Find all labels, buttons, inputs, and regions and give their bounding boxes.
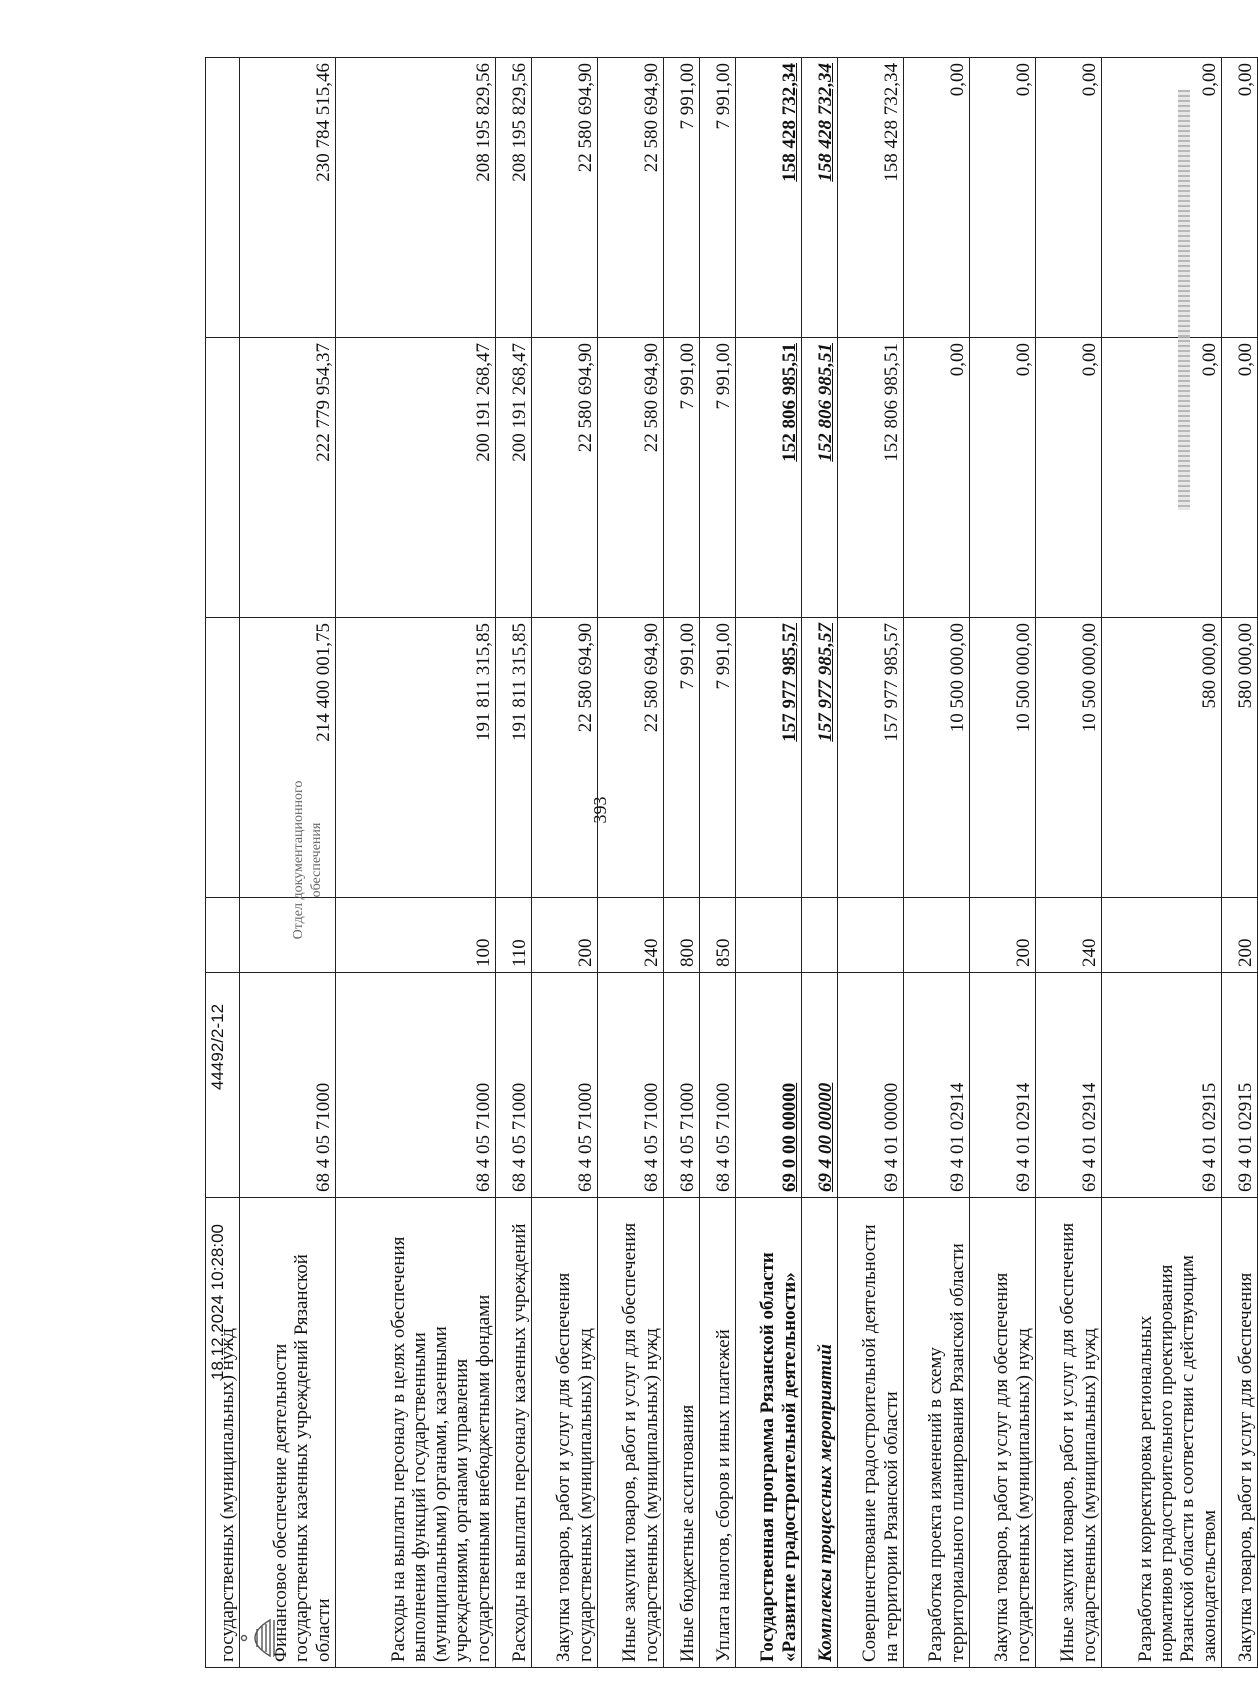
row-expense-type-cell: 200 (532, 898, 598, 973)
row-code-cell: 68 4 05 71000 (240, 973, 336, 1198)
row-value-2027-cell: 208 195 829,56 (496, 58, 532, 338)
row-value-2025-cell: 214 400 001,75 (240, 618, 336, 898)
row-name-cell: Совершенствование градостроительной деятельности на территории Рязанской области (838, 1198, 904, 1668)
footer-timestamp: 18.12.2024 10:28:00 (208, 1224, 227, 1380)
row-value-2027-cell: 158 428 732,34 (736, 58, 802, 338)
row-value-2025-cell: 7 991,00 (700, 618, 736, 898)
row-expense-type-cell: 800 (664, 898, 700, 973)
row-value-2027-cell: 0,00 (1036, 58, 1102, 338)
row-code-cell: 69 4 01 02915 (1222, 973, 1258, 1198)
row-name-cell: Иные закупки товаров, работ и услуг для обеспечения государственных (муниципальных) нужд (598, 1198, 664, 1668)
row-value-2027-cell: 230 784 515,46 (240, 58, 336, 338)
row-value-2026-cell: 152 806 985,51 (802, 338, 838, 618)
table-row (1036, 58, 1102, 1668)
row-expense-type-cell: 240 (1036, 898, 1102, 973)
row-code-cell: 68 4 05 71000 (598, 973, 664, 1198)
row-value-2027-cell: 0,00 (1222, 58, 1258, 338)
row-value-2027-cell: 7 991,00 (664, 58, 700, 338)
row-value-2025-cell: 157 977 985,57 (838, 618, 904, 898)
row-value-2026-cell: 222 779 954,37 (240, 338, 336, 618)
table-row (970, 58, 1036, 1668)
row-value-2027-cell: 22 580 694,90 (532, 58, 598, 338)
row-value-2027-cell: 0,00 (904, 58, 970, 338)
row-value-2027-cell: 22 580 694,90 (598, 58, 664, 338)
row-value-2025-cell: 191 811 315,85 (336, 618, 496, 898)
row-name-cell: Иные закупки товаров, работ и услуг для обеспечения государственных (муниципальных) нужд (1036, 1198, 1102, 1668)
row-expense-type-cell (802, 898, 838, 973)
row-value-2025-cell: 157 977 985,57 (736, 618, 802, 898)
footer-document-code: 44492/2-12 (208, 1003, 227, 1090)
row-value-2026-cell: 0,00 (1222, 338, 1258, 618)
table-row (736, 58, 802, 1668)
row-name-cell: Закупка товаров, работ и услуг для обеспечения государственных (муниципальных) нужд (532, 1198, 598, 1668)
row-value-2026-cell (206, 338, 240, 618)
table-row (838, 58, 904, 1668)
row-code-cell: 68 4 05 71000 (700, 973, 736, 1198)
table-row (1102, 58, 1222, 1668)
row-code-cell: 69 4 01 02914 (904, 973, 970, 1198)
row-expense-type-cell (904, 898, 970, 973)
row-value-2025-cell: 22 580 694,90 (532, 618, 598, 898)
row-value-2025-cell: 580 000,00 (1102, 618, 1222, 898)
row-value-2026-cell: 0,00 (970, 338, 1036, 618)
row-value-2025-cell: 580 000,00 (1222, 618, 1258, 898)
row-value-2026-cell: 200 191 268,47 (496, 338, 532, 618)
table-row (802, 58, 838, 1668)
department-stamp (290, 740, 340, 980)
budget-table (205, 57, 1258, 1668)
row-value-2026-cell: 152 806 985,51 (838, 338, 904, 618)
row-value-2025-cell: 10 500 000,00 (970, 618, 1036, 898)
row-value-2026-cell: 7 991,00 (700, 338, 736, 618)
emblem-icon (236, 1610, 280, 1666)
row-name-cell: Финансовое обеспечение деятельности государственных казенных учреждений Рязанской области (240, 1198, 336, 1668)
row-expense-type-cell: 110 (496, 898, 532, 973)
row-value-2026-cell: 0,00 (1036, 338, 1102, 618)
row-value-2025-cell (206, 618, 240, 898)
row-value-2025-cell: 7 991,00 (664, 618, 700, 898)
row-code-cell: 68 4 05 71000 (664, 973, 700, 1198)
row-name-cell: Государственная программа Рязанской области «Развитие градостроительной деятельности» (736, 1198, 802, 1668)
row-value-2026-cell: 7 991,00 (664, 338, 700, 618)
row-code-cell: 69 4 01 00000 (838, 973, 904, 1198)
row-expense-type-cell (838, 898, 904, 973)
table-row (1222, 58, 1258, 1668)
row-value-2026-cell: 0,00 (1102, 338, 1222, 618)
row-name-cell: Закупка товаров, работ и услуг для обеспечения (1222, 1198, 1258, 1668)
row-name-cell: государственных (муниципальных) нужд (206, 1198, 240, 1668)
row-value-2025-cell: 10 500 000,00 (904, 618, 970, 898)
row-value-2026-cell: 0,00 (904, 338, 970, 618)
row-expense-type-cell: 240 (598, 898, 664, 973)
row-name-cell: Разработка проекта изменений в схему территориального планирования Рязанской области (904, 1198, 970, 1668)
row-value-2027-cell: 158 428 732,34 (802, 58, 838, 338)
row-expense-type-cell (736, 898, 802, 973)
page-number: 393 (590, 796, 610, 824)
row-expense-type-cell: 100 (336, 898, 496, 973)
table-row (496, 58, 532, 1668)
row-name-cell: Расходы на выплаты персоналу в целях обеспечения выполнения функций государственными (муниципальными) органами, казенными учреждениями, органами управления государственными внебюджетными фондами (336, 1198, 496, 1668)
table-row (904, 58, 970, 1668)
row-value-2027-cell: 7 991,00 (700, 58, 736, 338)
row-name-cell: Закупка товаров, работ и услуг для обеспечения государственных (муниципальных) нужд (970, 1198, 1036, 1668)
row-code-cell: 69 0 00 00000 (736, 973, 802, 1198)
row-value-2027-cell: 0,00 (970, 58, 1036, 338)
row-value-2025-cell: 157 977 985,57 (802, 618, 838, 898)
budget-table-body (206, 58, 1258, 1668)
row-value-2025-cell: 22 580 694,90 (598, 618, 664, 898)
row-value-2026-cell: 22 580 694,90 (532, 338, 598, 618)
row-code-cell: 69 4 00 00000 (802, 973, 838, 1198)
table-row (532, 58, 598, 1668)
row-name-cell: Уплата налогов, сборов и иных платежей (700, 1198, 736, 1668)
table-row (336, 58, 496, 1668)
row-expense-type-cell: 850 (700, 898, 736, 973)
row-name-cell: Комплексы процессных мероприятий (802, 1198, 838, 1668)
row-expense-type-cell (1102, 898, 1222, 973)
stamp-line-2: обеспечения (309, 822, 325, 898)
row-value-2026-cell: 200 191 268,47 (336, 338, 496, 618)
table-row (664, 58, 700, 1668)
table-row (700, 58, 736, 1668)
row-value-2025-cell: 10 500 000,00 (1036, 618, 1102, 898)
row-expense-type-cell: 200 (970, 898, 1036, 973)
table-row (206, 58, 240, 1668)
row-value-2025-cell: 191 811 315,85 (496, 618, 532, 898)
row-code-cell: 68 4 05 71000 (336, 973, 496, 1198)
row-expense-type-cell: 200 (1222, 898, 1258, 973)
row-code-cell: 68 4 05 71000 (532, 973, 598, 1198)
row-value-2026-cell: 152 806 985,51 (736, 338, 802, 618)
row-value-2027-cell: 0,00 (1102, 58, 1222, 338)
table-row (598, 58, 664, 1668)
row-value-2027-cell: 158 428 732,34 (838, 58, 904, 338)
row-value-2026-cell: 22 580 694,90 (598, 338, 664, 618)
row-value-2027-cell (206, 58, 240, 338)
stamp-line-1: Отдел документационного (291, 780, 306, 940)
row-code-cell: 69 4 01 02915 (1102, 973, 1222, 1198)
row-name-cell: Расходы на выплаты персоналу казенных учреждений (496, 1198, 532, 1668)
row-name-cell: Иные бюджетные ассигнования (664, 1198, 700, 1668)
row-code-cell: 68 4 05 71000 (496, 973, 532, 1198)
row-value-2027-cell: 208 195 829,56 (336, 58, 496, 338)
scan-artifact (1178, 90, 1190, 510)
row-name-cell: Разработка и корректировка региональных нормативов градостроительного проектирования Рязанской области в соответствии с действующим законодательством (1102, 1198, 1222, 1668)
row-code-cell: 69 4 01 02914 (970, 973, 1036, 1198)
row-code-cell: 69 4 01 02914 (1036, 973, 1102, 1198)
